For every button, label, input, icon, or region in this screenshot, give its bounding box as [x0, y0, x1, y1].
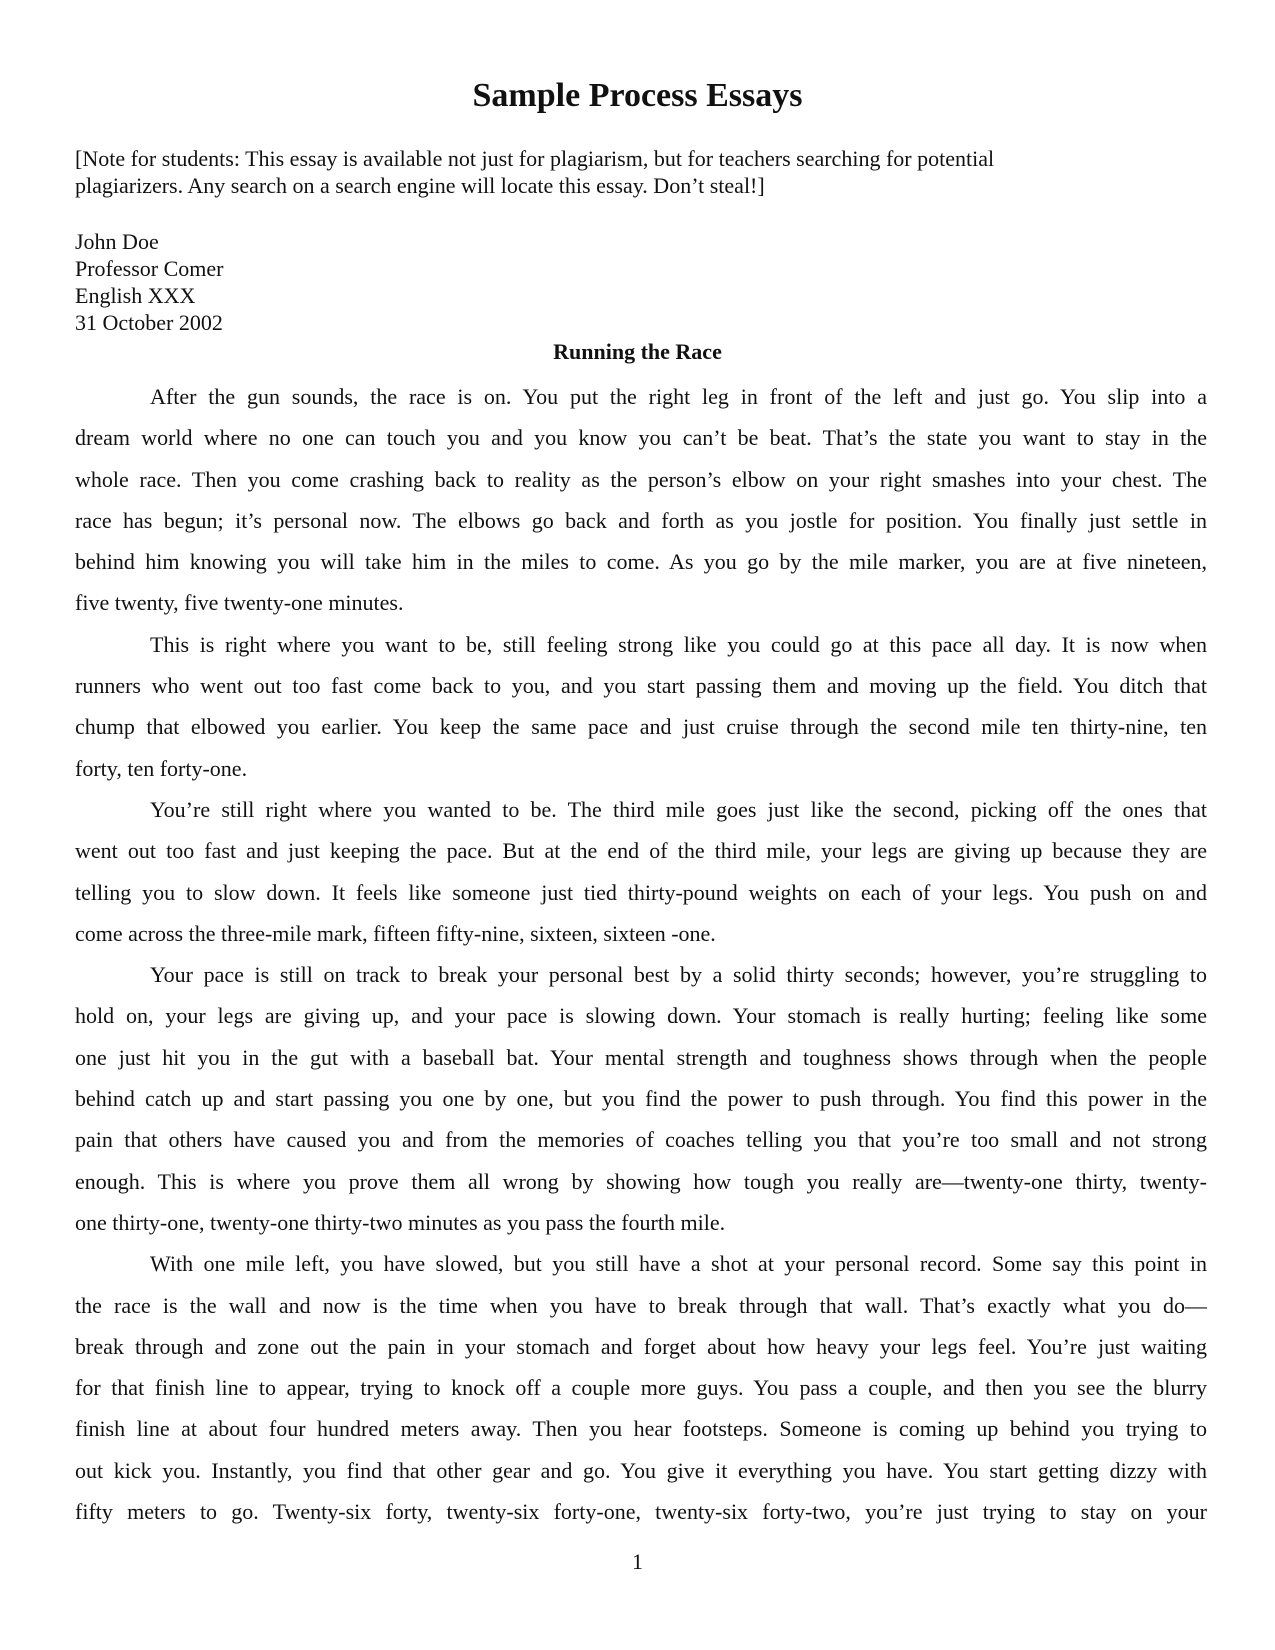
essay-date: 31 October 2002	[75, 310, 223, 335]
text-line: After the gun sounds, the race is on. You put the right leg in front of the left and just go. You slip into a	[150, 384, 1207, 409]
text-line: behind him knowing you will take him in the miles to come. As you go by the mile marker, you are at five nineteen,	[75, 549, 1207, 575]
essay-title: Running the Race	[553, 339, 722, 364]
course-name: English XXX	[75, 283, 196, 308]
text-line: fifty meters to go. Twenty-six forty, twenty-six forty-one, twenty-six forty-two, you’re just trying to stay on your	[75, 1499, 1207, 1525]
text-line: one just hit you in the gut with a baseball bat. Your mental strength and toughness shows through when the people	[75, 1044, 1207, 1070]
author-name: John Doe	[75, 229, 159, 254]
text-line: dream world where no one can touch you and you know you can’t be beat. That’s the state you want to stay in the	[75, 425, 1207, 451]
text-line: forty, ten forty-one.	[75, 755, 248, 781]
paragraph	[75, 624, 1207, 789]
essay-body	[75, 376, 1207, 1532]
text-line: come across the three-mile mark, fifteen fifty-nine, sixteen, sixteen -one.	[75, 920, 716, 946]
paragraph	[75, 954, 1207, 1243]
essay-heading-block	[75, 228, 223, 336]
text-line: Your pace is still on track to break your personal best by a solid thirty seconds; however, you’re struggling to	[150, 962, 1207, 988]
text-line: runners who went out too fast come back to you, and you start passing them and moving up the field. You ditch that	[75, 673, 1207, 699]
note-line: plagiarizers. Any search on a search engine will locate this essay. Don’t steal!]	[75, 173, 765, 198]
text-line: enough. This is where you prove them all wrong by showing how tough you really are—twenty-one thirty, twenty-	[75, 1168, 1207, 1194]
text-line: out kick you. Instantly, you find that other gear and go. You give it everything you have. You start getting dizzy with	[75, 1457, 1207, 1483]
text-line: telling you to slow down. It feels like someone just tied thirty-pound weights on each of your legs. You push on and	[75, 879, 1207, 905]
text-line: one thirty-one, twenty-one thirty-two minutes as you pass the fourth mile.	[75, 1209, 726, 1235]
text-line: the race is the wall and now is the time when you have to break through that wall. That’s exactly what you do—	[75, 1292, 1207, 1318]
professor-name: Professor Comer	[75, 256, 224, 281]
text-line: whole race. Then you come crashing back to reality as the person’s elbow on your right smashes into your chest. The	[75, 466, 1207, 492]
text-line: five twenty, five twenty-one minutes.	[75, 590, 404, 616]
text-line: went out too fast and just keeping the pace. But at the end of the third mile, your legs are giving up because they are	[75, 838, 1207, 864]
text-line: With one mile left, you have slowed, but you still have a shot at your personal record. Some say this point in	[150, 1251, 1207, 1277]
note-line: [Note for students: This essay is available not just for plagiarism, but for teachers searching for potential	[75, 146, 995, 171]
paragraph	[75, 789, 1207, 954]
text-line: hold on, your legs are giving up, and your pace is slowing down. Your stomach is really hurting; feeling like some	[75, 1003, 1207, 1029]
text-line: race has begun; it’s personal now. The elbows go back and forth as you jostle for position. You finally just settle in	[75, 507, 1207, 533]
document-title: Sample Process Essays	[472, 77, 803, 114]
text-line: finish line at about four hundred meters away. Then you hear footsteps. Someone is coming up behind you trying to	[75, 1416, 1207, 1442]
text-line: You’re still right where you wanted to be. The third mile goes just like the second, picking off the ones that	[150, 796, 1207, 822]
text-line: This is right where you want to be, still feeling strong like you could go at this pace all day. It is now when	[150, 631, 1207, 657]
text-line: break through and zone out the pain in your stomach and forget about how heavy your legs feel. You’re just waiting	[75, 1333, 1207, 1359]
text-line: for that finish line to appear, trying to knock off a couple more guys. You pass a couple, and then you see the blurry	[75, 1375, 1207, 1401]
text-line: behind catch up and start passing you one by one, but you find the power to push through. You find this power in the	[75, 1086, 1207, 1112]
student-note	[75, 145, 1205, 199]
page-number: 1	[632, 1549, 643, 1574]
paragraph	[75, 1243, 1207, 1532]
text-line: pain that others have caused you and from the memories of coaches telling you that you’re too small and not strong	[75, 1127, 1207, 1153]
paragraph	[75, 376, 1207, 624]
text-line: chump that elbowed you earlier. You keep the same pace and just cruise through the second mile ten thirty-nine, ten	[75, 714, 1207, 740]
